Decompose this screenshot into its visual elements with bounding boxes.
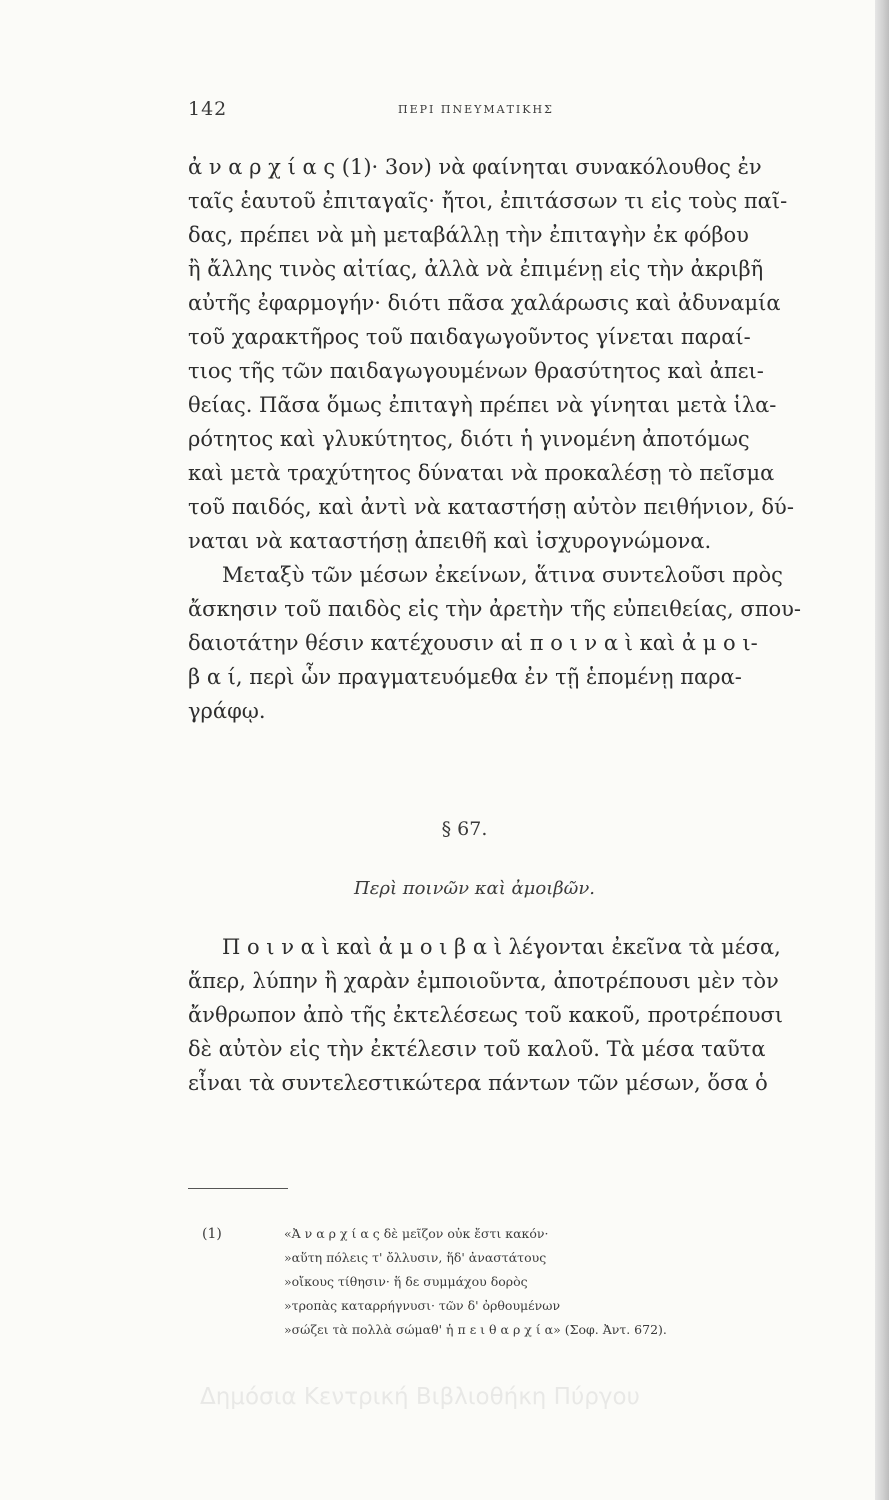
text-line: ἅπερ, λύπην ἢ χαρὰν ἐμποιοῦντα, ἀποτρέπουσι μὲν τὸν [188, 969, 779, 993]
text-line: τοῦ χαρακτῆρος τοῦ παιδαγωγοῦντος γίνεται παραί- [188, 325, 751, 349]
text-line: Π ο ι ν α ὶ καὶ ἀ μ ο ι β α ὶ λέγονται ἐκεῖνα τὰ μέσα, [222, 935, 781, 959]
footnote-line: «Ἀ ν α ρ χ ί α ς δὲ μεῖζον οὐκ ἔστι κακόν· [284, 1226, 549, 1241]
footnote-quote [284, 1222, 874, 1342]
text-line: τιος τῆς τῶν παιδαγωγουμένων θρασύτητος καὶ ἀπει- [188, 359, 764, 383]
text-line: Μεταξὺ τῶν μέσων ἐκείνων, ἅτινα συντελοῦσι πρὸς [222, 563, 783, 587]
text-line: δαιοτάτην θέσιν κατέχουσιν αἱ π ο ι ν α ὶ καὶ ἀ μ ο ι- [188, 631, 758, 655]
page-edge-shadow [875, 0, 889, 1500]
footnote-line: »αὕτη πόλεις τ' ὄλλυσιν, ἥδ' ἀναστάτους [284, 1250, 547, 1265]
text-line: ρότητος καὶ γλυκύτητος, διότι ἡ γινομένη ἀποτόμως [188, 427, 750, 451]
text-line: ἄσκησιν τοῦ παιδὸς εἰς τὴν ἀρετὴν τῆς εὐπειθείας, σπου- [188, 597, 801, 621]
text-line: ἢ ἄλλης τινὸς αἰτίας, ἀλλὰ νὰ ἐπιμένῃ εἰς τὴν ἀκριβῆ [188, 257, 764, 281]
text-line: ναται νὰ καταστήσῃ ἀπειθῆ καὶ ἰσχυρογνώμονα. [188, 529, 712, 553]
text-line: γράφῳ. [188, 699, 266, 723]
section-number: § 67. [441, 818, 488, 840]
text-line: δὲ αὐτὸν εἰς τὴν ἐκτέλεσιν τοῦ καλοῦ. Τὰ μέσα ταῦτα [188, 1037, 766, 1061]
section-text [188, 930, 868, 1100]
main-text [188, 150, 860, 728]
footnote-line: »σώζει τὰ πολλὰ σώμαθ' ἡ π ε ι θ α ρ χ ί α» (Σοφ. Ἀντ. 672). [284, 1322, 667, 1337]
text-line: ἄνθρωπον ἀπὸ τῆς ἐκτελέσεως τοῦ κακοῦ, προτρέπουσι [188, 1003, 784, 1027]
section-title: Περὶ ποινῶν καὶ ἀμοιβῶν. [354, 878, 595, 899]
footnote-line: »τροπὰς καταρρήγνυσι· τῶν δ' ὀρθουμένων [284, 1298, 561, 1313]
text-line: θείας. Πᾶσα ὅμως ἐπιταγὴ πρέπει νὰ γίνηται μετὰ ἱλα- [188, 393, 777, 417]
footnote-line: »οἴκους τίθησιν· ἥ δε συμμάχου δορὸς [284, 1274, 528, 1289]
text-line: δας, πρέπει νὰ μὴ μεταβάλλῃ τὴν ἐπιταγὴν ἐκ φόβου [188, 223, 749, 247]
text-line: εἶναι τὰ συντελεστικώτερα πάντων τῶν μέσων, ὅσα ὁ [188, 1071, 768, 1095]
text-line: αὐτῆς ἐφαρμογήν· διότι πᾶσα χαλάρωσις καὶ ἀδυναμία [188, 291, 781, 315]
running-title: ΠΕΡΙ ΠΝΕΥΜΑΤΙΚΗΣ [398, 103, 554, 116]
page-header [188, 98, 848, 128]
text-line: β α ί, περὶ ὧν πραγματευόμεθα ἐν τῇ ἑπομένῃ παρα- [188, 665, 742, 689]
footnote-divider [188, 1188, 288, 1189]
library-watermark: Δημόσια Κεντρική Βιβλιοθήκη Πύργου [200, 1384, 640, 1410]
footnote-marker: (1) [202, 1226, 222, 1242]
text-line: καὶ μετὰ τραχύτητος δύναται νὰ προκαλέσῃ τὸ πεῖσμα [188, 461, 775, 485]
text-line: ταῖς ἑαυτοῦ ἐπιταγαῖς· ἤτοι, ἐπιτάσσων τι εἰς τοὺς παῖ- [188, 189, 788, 213]
text-line: τοῦ παιδός, καὶ ἀντὶ νὰ καταστήσῃ αὐτὸν πειθήνιον, δύ- [188, 495, 794, 519]
page-number: 142 [188, 98, 228, 120]
text-line: ἀ ν α ρ χ ί α ς (1)· 3ον) νὰ φαίνηται συνακόλουθος ἐν [188, 155, 762, 179]
